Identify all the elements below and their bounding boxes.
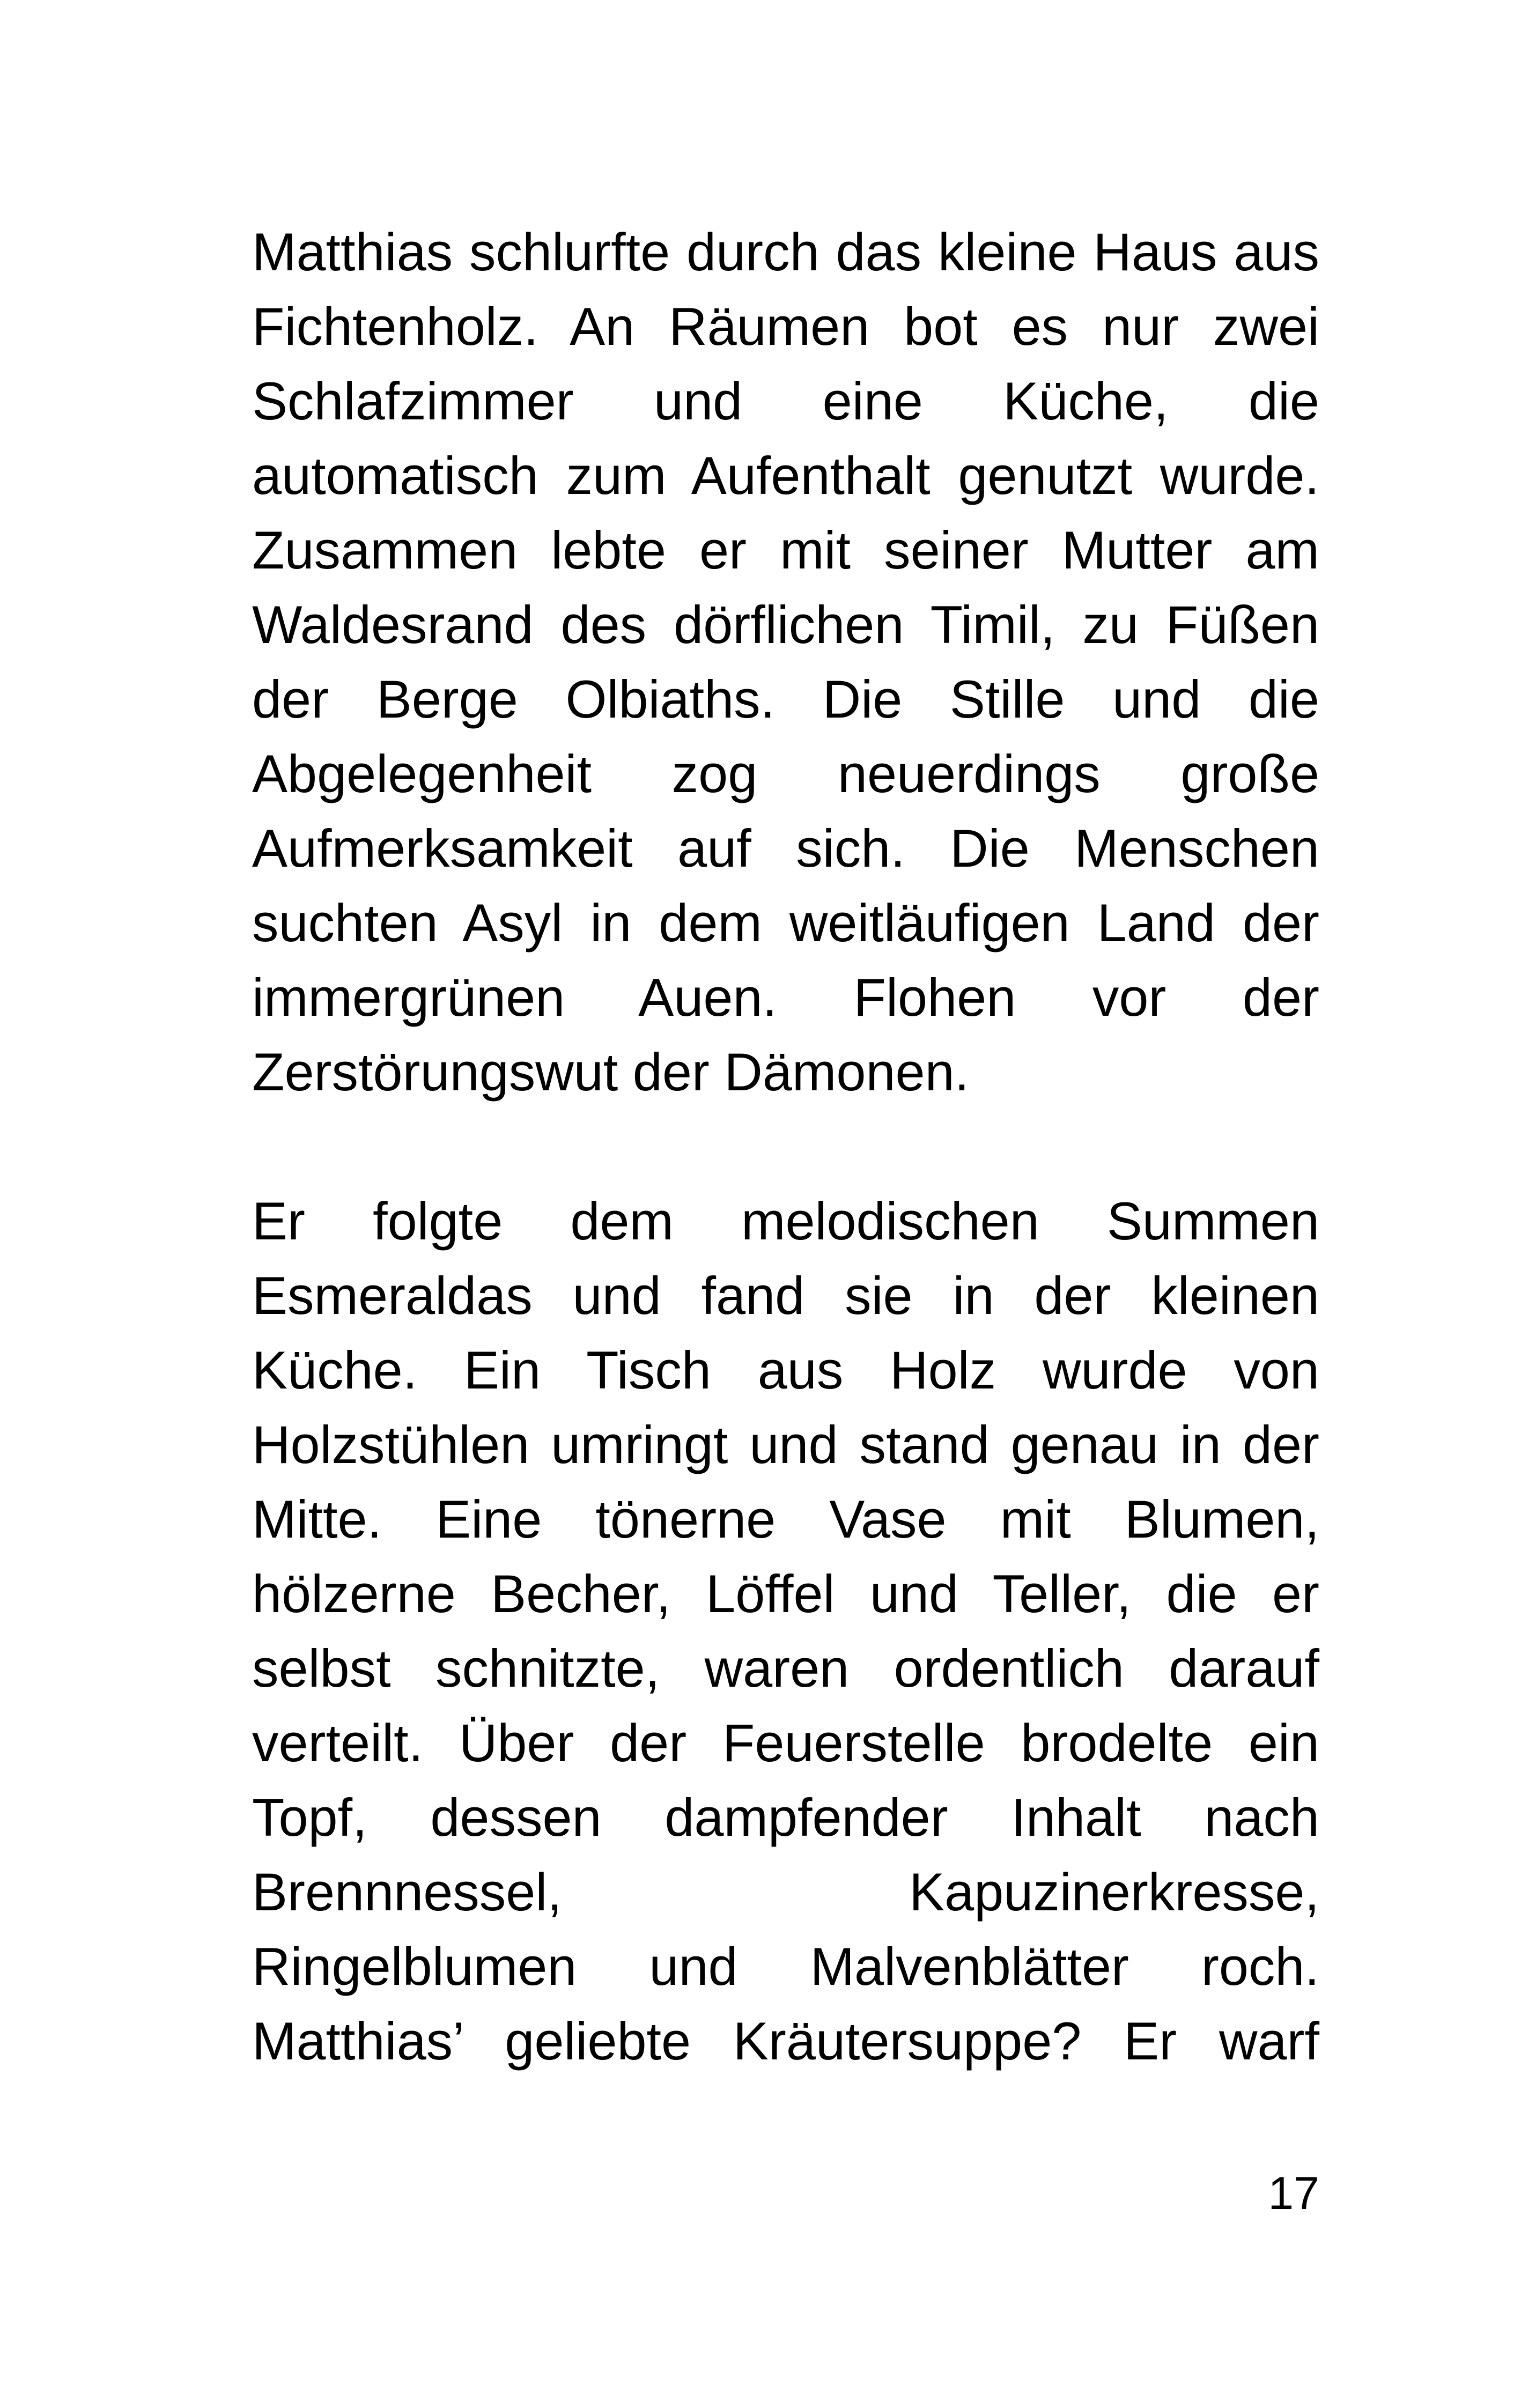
paragraph-2 [252,1184,1319,2078]
paragraph-gap [252,1109,1319,1184]
paragraph-1 [252,215,1319,1109]
text-line: Esmeraldas und fand sie in der kleinen [252,1266,1319,1325]
text-line: immergrünen Auen. Flohen vor der [252,967,1319,1027]
text-line: Er folgte dem melodischen Summen [252,1191,1319,1251]
text-line: Zusammen lebte er mit seiner Mutter am [252,520,1319,580]
text-line: Zerstörungswut der Dämonen. [252,1042,970,1102]
text-line: Matthias’ geliebte Kräutersuppe? Er warf [252,2011,1319,2071]
text-line: Fichtenholz. An Räumen bot es nur zwei [252,297,1319,356]
text-line: Brennnessel, Kapuzinerkresse, [252,1862,1319,1922]
text-line: Abgelegenheit zog neuerdings große [252,744,1319,803]
body-text [252,215,1319,2078]
text-line: verteilt. Über der Feuerstelle brodelte ein [252,1713,1319,1772]
text-line: Waldesrand des dörflichen Timil, zu Füßen [252,595,1319,654]
text-line: suchten Asyl in dem weitläufigen Land der [252,893,1319,952]
text-line: hölzerne Becher, Löffel und Teller, die er [252,1564,1319,1623]
text-line: Mitte. Eine tönerne Vase mit Blumen, [252,1489,1319,1549]
text-line: automatisch zum Aufenthalt genutzt wurde. [252,446,1319,505]
text-line: der Berge Olbiaths. Die Stille und die [252,669,1319,729]
text-line: selbst schnitzte, waren ordentlich darauf [252,1638,1319,1698]
text-line: Schlafzimmer und eine Küche, die [252,371,1319,431]
page-number: 17 [1268,2168,1319,2219]
text-line: Aufmerksamkeit auf sich. Die Menschen [252,818,1319,878]
text-line: Ringelblumen und Malvenblätter roch. [252,1937,1319,1996]
text-line: Holzstühlen umringt und stand genau in der [252,1415,1319,1474]
text-line: Küche. Ein Tisch aus Holz wurde von [252,1340,1319,1400]
text-line: Matthias schlurfte durch das kleine Haus aus [252,222,1319,282]
text-line: Topf, dessen dampfender Inhalt nach [252,1787,1319,1847]
